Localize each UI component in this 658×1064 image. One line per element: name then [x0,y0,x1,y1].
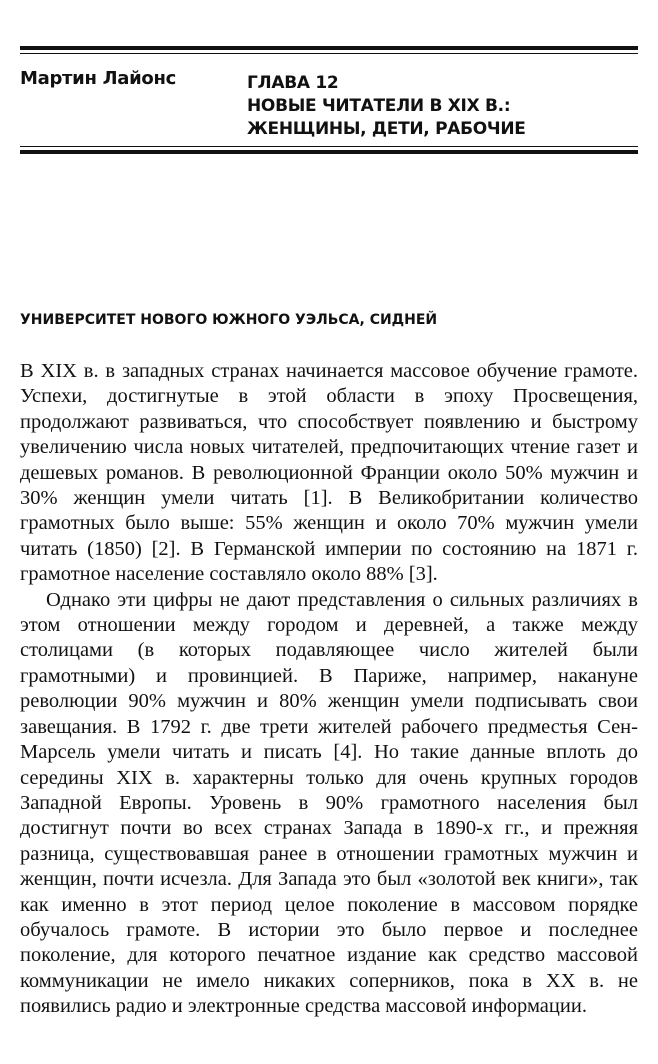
header-rule-thin-bottom [20,146,638,147]
paragraph-2: Однако эти цифры не дают представления о сильных различиях в этом отношении между городом и деревней, а также между столицами (в которых подавляющее число жителей были грамотными) и провинцией. В Париже, например, накануне революции 90% мужчин и 80% женщин умели подписывать свои завещания. В 1792 г. две трети жителей рабочего предместья Сен-Марсель умели читать и писать [4]. Но такие данные вплоть до середины XIX в. характерны только для очень крупных городов Западной Европы. Уровень в 90% грамотного населения был достигнут почти во всех странах Запада в 1890-х гг., и прежняя разница, существовавшая ранее в отношении грамотных мужчин и женщин, почти исчезла. Для Запада это был «золотой век книги», так как именно в этот период целое поколение в массовом порядке обучалось грамоте. В истории это было первое и последнее поколение, для которого печатное издание как средство массовой коммуникации не имело никаких соперников, пока в XX в. не появились радио и электронные средства массовой информации. [20,588,638,1018]
body-text [20,359,638,1020]
header-rule-thick-top [20,46,638,50]
author-name: Мартин Лайонс [20,68,176,89]
header-rule-thin-top [20,53,638,54]
paragraph-1: В XIX в. в западных странах начинается массовое обучение грамоте. Успехи, достигнутые в этой области в эпоху Просвещения, продолжают развиваться, что способствует появлению и быстрому увеличению числа новых читателей, предпочитающих чтение газет и дешевых романов. В революционной Франции около 50% мужчин и 30% женщин умели читать [1]. В Великобритании количество грамотных было выше: 55% женщин и около 70% мужчин умели читать (1850) [2]. В Германской империи по состоянию на 1871 г. грамотное население составляло около 88% [3]. [20,360,638,586]
chapter-title-line-2: ЖЕНЩИНЫ, ДЕТИ, РАБОЧИЕ [247,119,526,139]
chapter-title-line-1: НОВЫЕ ЧИТАТЕЛИ В XIX В.: [247,96,511,116]
chapter-number: ГЛАВА 12 [247,73,339,93]
author-affiliation: УНИВЕРСИТЕТ НОВОГО ЮЖНОГО УЭЛЬСА, СИДНЕЙ [20,312,438,328]
header-rule-thick-bottom [20,150,638,154]
chapter-heading [247,72,526,141]
